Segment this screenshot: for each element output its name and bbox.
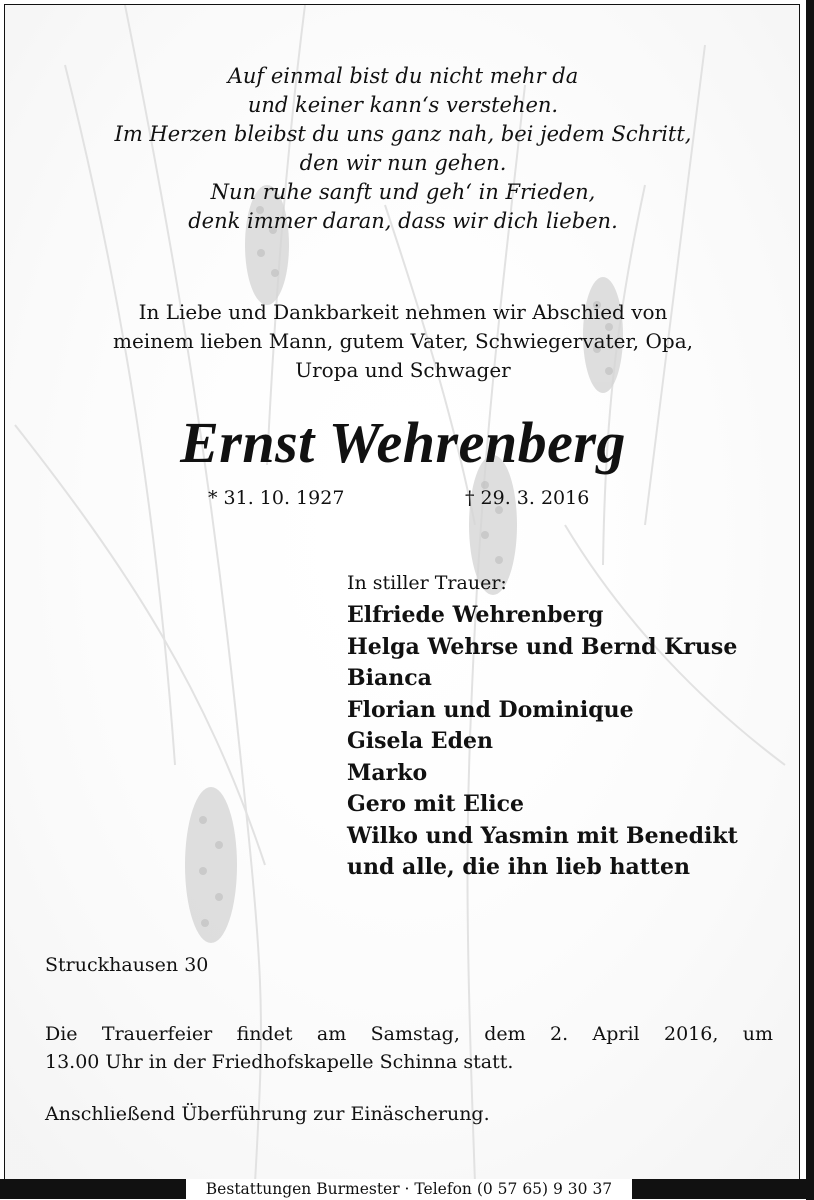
funeral-home-credit: Bestattungen Burmester · Telefon (0 57 65) 9 30 37 (186, 1179, 632, 1199)
address: Struckhausen 30 (45, 954, 209, 976)
footer-bar-left (0, 1179, 186, 1199)
mourner-name: und alle, die ihn lieb hatten (347, 854, 691, 880)
ceremony-notice (45, 1020, 773, 1076)
mourners-label: In stiller Trauer: (347, 572, 507, 594)
footer (0, 1179, 814, 1200)
poem-line: und keiner kann‘s verstehen. (247, 93, 559, 117)
obituary-notice (4, 4, 800, 1182)
deceased-name: Ernst Wehrenberg (180, 410, 626, 475)
ceremony-line: Die Trauerfeier findet am Samstag, dem 2. April 2016, um (45, 1023, 773, 1045)
poem-line: Nun ruhe sanft und geh‘ in Frieden, (210, 180, 596, 204)
mourner-name: Wilko und Yasmin mit Benedikt (347, 822, 738, 849)
mourner-name: Gisela Eden (347, 728, 493, 754)
life-dates (5, 485, 800, 515)
page-edge-right (806, 0, 814, 1200)
notice-content (5, 5, 800, 1182)
poem-line: den wir nun gehen. (299, 151, 507, 175)
birth-date: * 31. 10. 1927 (208, 487, 345, 509)
mourner-name: Helga Wehrse und Bernd Kruse (347, 633, 738, 660)
ceremony-line: 13.00 Uhr in der Friedhofskapelle Schinna statt. (45, 1051, 514, 1073)
mourner-name: Bianca (347, 665, 432, 691)
mourner-name: Florian und Dominique (347, 696, 634, 723)
mourners-list (347, 569, 787, 884)
farewell-intro (45, 298, 761, 385)
footer-bar-right (632, 1179, 814, 1199)
poem-line: Auf einmal bist du nicht mehr da (227, 64, 579, 88)
poem-line: denk immer daran, dass wir dich lieben. (188, 209, 618, 233)
intro-line: In Liebe und Dankbarkeit nehmen wir Abschied von (138, 300, 668, 324)
transfer-notice: Anschließend Überführung zur Einäscherung. (45, 1103, 490, 1125)
death-date: † 29. 3. 2016 (465, 487, 590, 509)
mourner-name: Marko (347, 759, 428, 786)
intro-line: meinem lieben Mann, gutem Vater, Schwiegervater, Opa, (113, 329, 693, 353)
mourner-name: Gero mit Elice (347, 791, 525, 817)
intro-line: Uropa und Schwager (295, 358, 511, 382)
mourner-name: Elfriede Wehrenberg (347, 602, 604, 628)
poem-line: Im Herzen bleibst du uns ganz nah, bei jedem Schritt, (114, 122, 692, 146)
poem (5, 62, 800, 236)
